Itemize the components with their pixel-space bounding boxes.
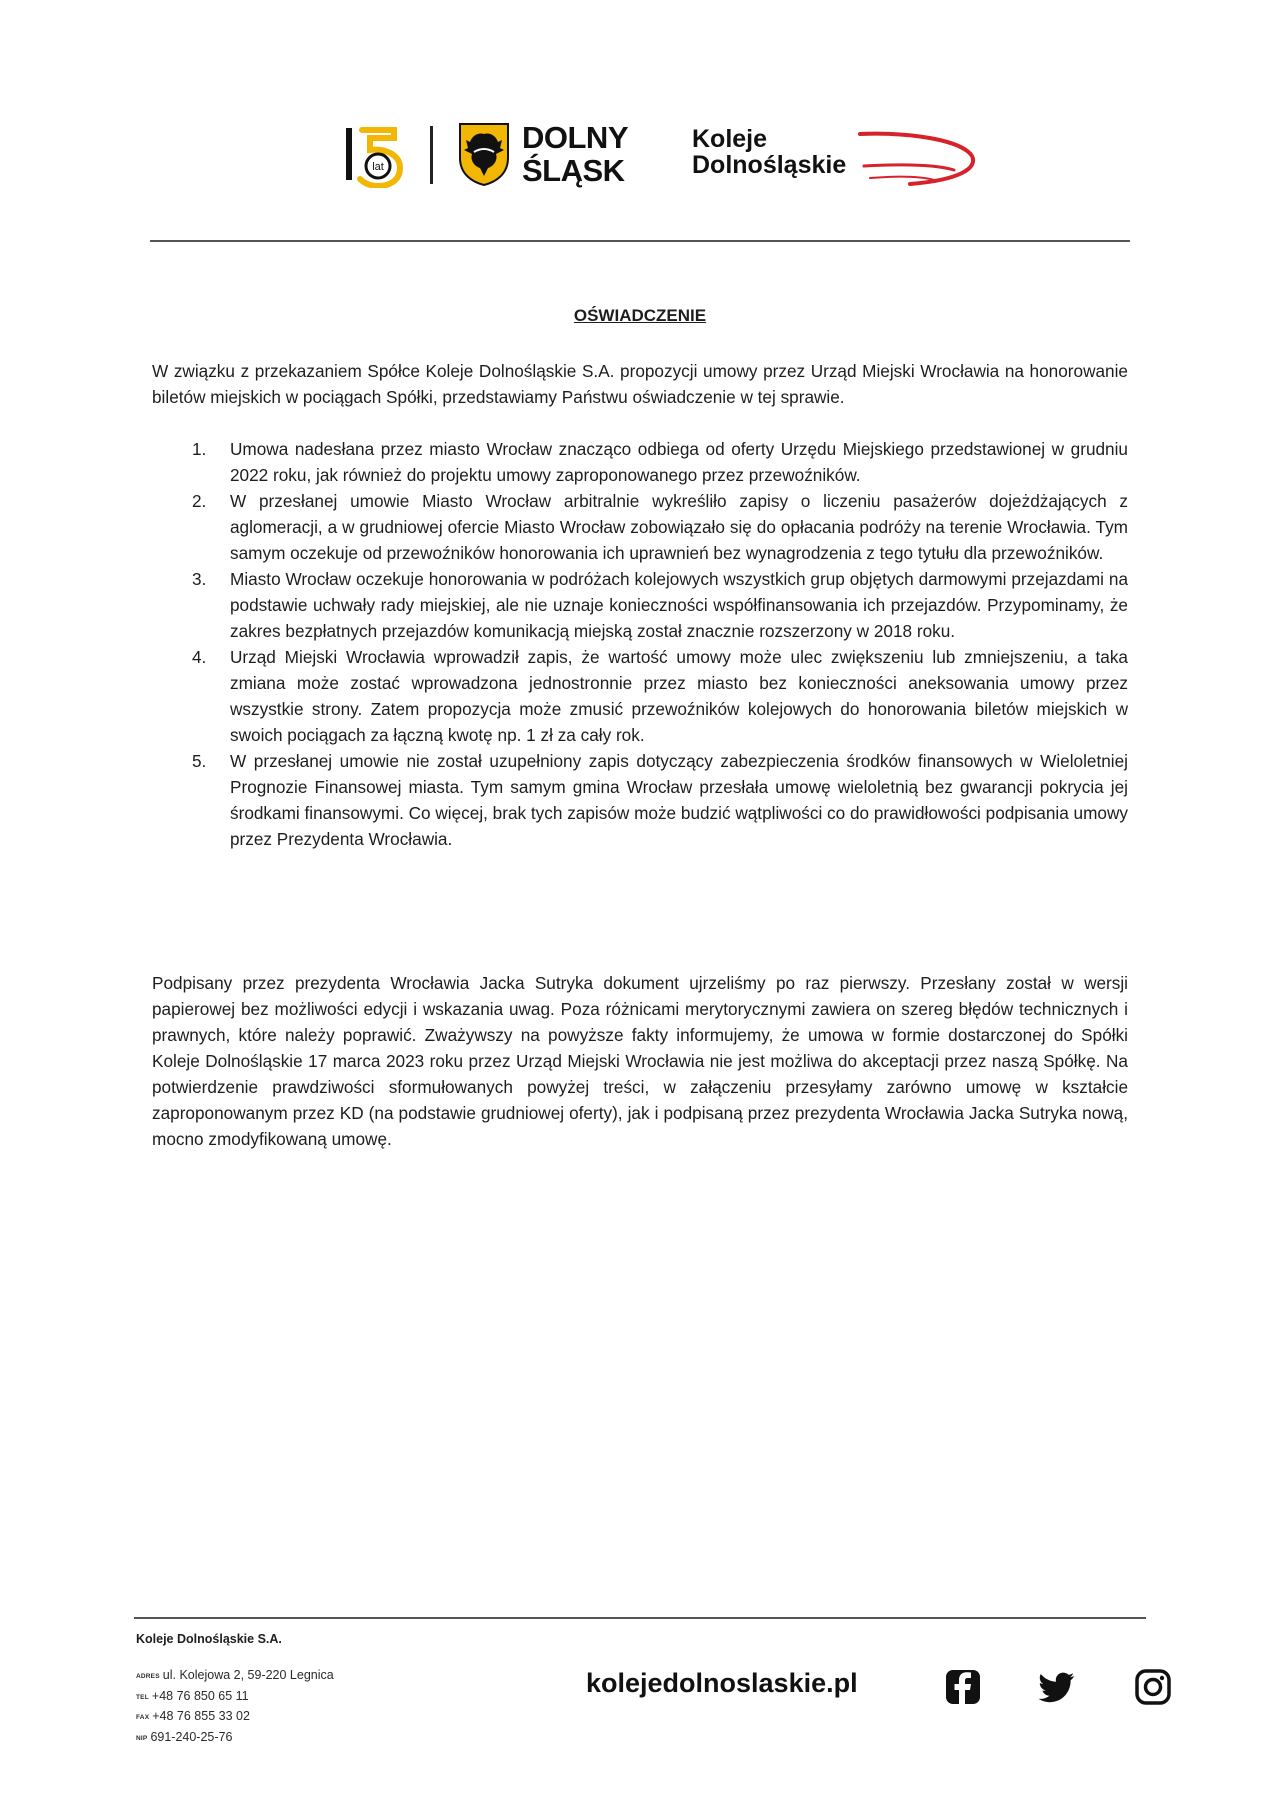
contact-details (136, 1666, 334, 1748)
nip-line (136, 1728, 334, 1749)
facebook-icon[interactable] (944, 1668, 982, 1706)
anniversary-logo (344, 122, 410, 188)
points-list (152, 436, 1128, 852)
list-item-number: 2. (192, 491, 207, 511)
list-item (152, 566, 1128, 644)
website-link[interactable]: kolejedolnoslaskie.pl (586, 1668, 858, 1698)
phone-label: TEL (136, 1693, 149, 1701)
list-item-number: 3. (192, 569, 207, 589)
list-item (152, 748, 1128, 852)
list-item (152, 644, 1128, 748)
address-line (136, 1666, 334, 1687)
document-title: OŚWIADCZENIE (573, 306, 707, 325)
crest-icon (458, 122, 510, 186)
region-logo-text (522, 122, 642, 186)
footer-divider (134, 1617, 1146, 1619)
address-label: ADRES (136, 1673, 160, 1680)
list-item-text: Urząd Miejski Wrocławia wprowadził zapis, że wartość umowy może ulec zwiększeniu lub zmniejszeniu, a taka zmiana może zostać wprowadzona jednostronnie przez miasto bez konieczności aneksowania umowy przez wszystkie strony. Zatem propozycja może zmusić przewoźników kolejowych do honorowania biletów miejskich w swoich pociągach za łączną kwotę np. 1 zł za cały rok. (230, 647, 1128, 745)
region-line2: ŚLĄSK (522, 153, 625, 188)
list-item-number: 4. (192, 647, 207, 667)
list-item-text: W przesłanej umowie Miasto Wrocław arbitralnie wykreśliło zapisy o liczeniu pasażerów dojeżdżających z aglomeracji, a w grudniowej ofercie Miasto Wrocław zobowiązało się do opłacania podróży na terenie Wrocławia. Tym samym oczekuje od przewoźników honorowania ich uprawnień bez wynagrodzenia z tego tytułu dla przewoźników. (230, 491, 1128, 563)
nip-value: 691-240-25-76 (150, 1729, 233, 1744)
intro-paragraph: W związku z przekazaniem Spółce Koleje Dolnośląskie S.A. propozycji umowy przez Urząd Miejski Wrocławia na honorowanie biletów miejskich w pociągach Spółki, przedstawiamy Państwu oświadczenie w tej sprawie. (152, 361, 1128, 407)
list-item-text: Miasto Wrocław oczekuje honorowania w podróżach kolejowych wszystkich grup objętych darmowymi przejazdami na podstawie uchwały rady miejskiej, ale nie uznaje konieczności współfinansowania ich przejazdów. Przypominamy, że zakres bezpłatnych przejazdów komunikacją miejską został znacznie rozszerzony w 2018 roku. (230, 569, 1128, 641)
closing-paragraph: Podpisany przez prezydenta Wrocławia Jacka Sutryka dokument ujrzeliśmy po raz pierwszy. Przesłany został w wersji papierowej bez możliwości edycji i wskazania uwag. Poza różnicami merytorycznymi zawiera on szereg błędów technicznych i prawnych, które należy poprawić. Zważywszy na powyższe fakty informujemy, że umowa w formie dostarczonej do Spółki Koleje Dolnośląskie 17 marca 2023 roku przez Urząd Miejski Wrocławia nie jest możliwa do akceptacji przez naszą Spółkę. Na potwierdzenie prawdziwości sformułowanych powyżej treści, w załączeniu przesyłamy zarówno umowę w kształcie zaproponowanym przez KD (na podstawie grudniowej oferty), jak i podpisaną przez prezydenta Wrocławia Jacka Sutryka nową, mocno zmodyfikowaną umowę. (152, 973, 1128, 1149)
list-item-text: Umowa nadesłana przez miasto Wrocław znacząco odbiega od oferty Urzędu Miejskiego przedstawionej w grudniu 2022 roku, jak również do projektu umowy zaproponowanego przez przewoźników. (230, 439, 1128, 485)
fax-line (136, 1707, 334, 1728)
twitter-icon[interactable] (1038, 1668, 1076, 1706)
fax-label: FAX (136, 1714, 150, 1721)
list-item-text: W przesłanej umowie nie został uzupełniony zapis dotyczący zabezpieczenia środków finansowych w Wieloletniej Prognozie Finansowej miasta. Tym samym gmina Wrocław przesłała umowę wieloletnią bez gwarancji pokrycia jej środkami finansowymi. Co więcej, brak tych zapisów może budzić wątpliwości co do prawidłowości podpisania umowy przez Prezydenta Wrocławia. (230, 751, 1128, 849)
phone-line (136, 1687, 334, 1708)
list-item-number: 5. (192, 751, 207, 771)
list-item (152, 488, 1128, 566)
address-value: ul. Kolejowa 2, 59-220 Legnica (162, 1668, 334, 1682)
brand-line2: Dolnośląskie (692, 151, 847, 180)
region-line1: DOLNY (522, 120, 628, 155)
list-item (152, 436, 1128, 488)
swoosh-icon (850, 130, 980, 188)
list-item-number: 1. (192, 439, 207, 459)
header-logos (340, 118, 980, 192)
anniversary-label: lat (372, 161, 384, 173)
header-divider (150, 240, 1130, 242)
company-name: Koleje Dolnośląskie S.A. (136, 1632, 282, 1646)
fax-value: +48 76 855 33 02 (152, 1709, 250, 1723)
logo-separator (430, 126, 433, 184)
brand-logo (692, 126, 992, 190)
nip-label: NIP (136, 1734, 148, 1742)
instagram-icon[interactable] (1134, 1668, 1172, 1706)
phone-value: +48 76 850 65 11 (151, 1688, 249, 1703)
brand-line1: Koleje (692, 125, 768, 153)
